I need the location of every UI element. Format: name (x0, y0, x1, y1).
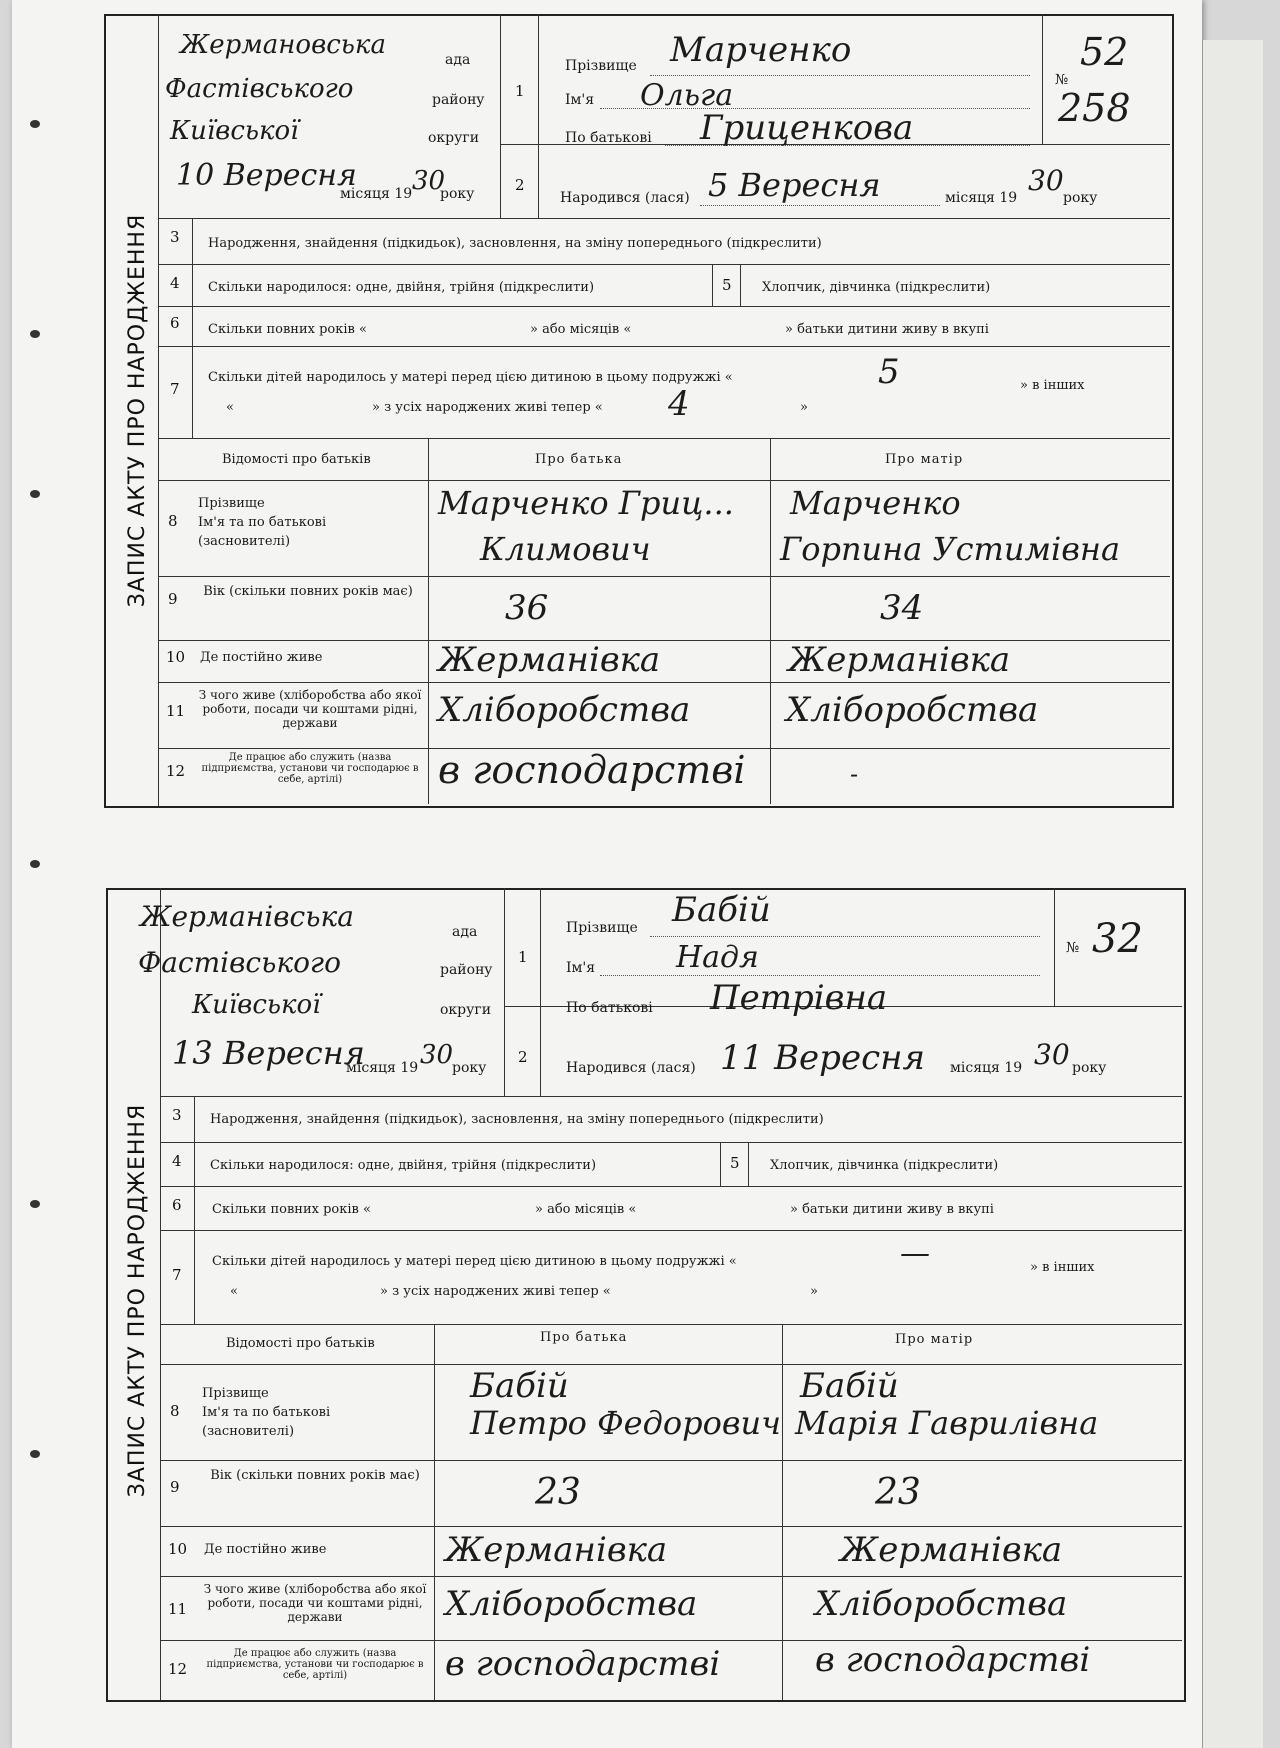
father-name-2: Петро Федорович (470, 1404, 782, 1442)
rada-value: Жерманівська (140, 900, 354, 933)
father-header: Про батька (540, 1330, 628, 1345)
row7-quote: « (230, 1284, 238, 1299)
reg-month-label: місяця 19 (346, 1060, 419, 1076)
reg-date-value: 10 Вересня (176, 158, 357, 193)
father-occupation: Хліборобства (438, 690, 691, 730)
mother-age: 23 (875, 1472, 921, 1513)
r10-label: Де постійно живе (204, 1542, 327, 1557)
row7-children-value: — (900, 1236, 930, 1271)
father-residence: Жерманівка (438, 640, 661, 680)
record-number-2: 258 (1058, 86, 1131, 130)
mother-age: 34 (880, 588, 924, 628)
r12-label: Де працює або служить (назва підприємства, установи чи господарює в себе, артілі) (206, 1648, 424, 1681)
born-year-value: 30 (1028, 164, 1064, 197)
mother-occupation: Хліборобства (786, 690, 1039, 730)
okrug-value: Київської (192, 990, 321, 1020)
born-label: Народився (лася) (560, 190, 690, 206)
patronymic-value: Петрівна (710, 978, 888, 1018)
born-year-value: 30 (1034, 1038, 1070, 1071)
r12-label: Де працює або служить (назва підприємства, установи чи господарює в себе, артілі) (201, 752, 419, 785)
side-title: ЗАПИС АКТУ ПРО НАРОДЖЕННЯ (125, 213, 151, 607)
rada-value: Жермановська (180, 30, 386, 60)
r9-label: Вік (скільки повних років має) (203, 584, 413, 599)
page-edge (1202, 40, 1263, 1748)
surname-value: Марченко (670, 30, 852, 70)
mother-name-2: Марія Гаврилівна (795, 1404, 1099, 1442)
mother-occupation: Хліборобства (815, 1584, 1068, 1624)
patronymic-value: Гриценкова (700, 108, 914, 148)
row7-alive-value: 4 (668, 384, 690, 424)
father-name-2: Климович (480, 530, 651, 568)
surname-label: Прізвище (565, 58, 637, 74)
okrug-label: округи (428, 130, 480, 146)
mother-work: в господарстві (815, 1640, 1091, 1680)
patronymic-label: По батькові (565, 130, 652, 146)
row7-alive: » з усіх народжених живі тепер « (380, 1284, 611, 1299)
r8-label: Прізвище Ім'я та по батькові (засновителі) (202, 1386, 331, 1439)
mother-name-1: Бабій (800, 1366, 899, 1406)
rayon-value: Фастівського (138, 946, 341, 979)
row5-text: Хлопчик, дівчинка (підкреслити) (762, 280, 991, 295)
mother-header: Про матір (895, 1332, 974, 1347)
mother-work: - (850, 760, 859, 788)
binding-hole (30, 1200, 40, 1208)
rayon-label: районy (440, 962, 493, 978)
binding-hole (30, 330, 40, 338)
reg-date-value: 13 Вересня (172, 1034, 365, 1072)
name-value: Ольга (640, 78, 734, 113)
born-month-label: місяця 19 (950, 1060, 1023, 1076)
row7-quote: « (226, 400, 234, 415)
father-work: в господарстві (438, 748, 746, 792)
row7-others: » в інших (1030, 1260, 1095, 1275)
okrug-label: округи (440, 1002, 492, 1018)
roku-label: року (440, 186, 475, 202)
r9-label: Вік (скільки повних років має) (210, 1468, 420, 1483)
row6-together: » батьки дитини живу в вкупі (785, 322, 989, 337)
parents-header: Відомості про батьків (226, 1336, 375, 1351)
record-number: 32 (1092, 916, 1143, 962)
record-number: 52 (1080, 30, 1129, 74)
binding-hole (30, 860, 40, 868)
mother-name-1: Марченко (790, 484, 961, 522)
born-roku-label: року (1063, 190, 1098, 206)
mother-residence: Жерманівка (840, 1530, 1063, 1570)
row7-children-value: 5 (878, 352, 900, 392)
rada-label: ада (452, 924, 478, 940)
father-name-1: Марченко Гриц... (438, 484, 734, 522)
surname-value: Бабій (672, 890, 771, 930)
mother-name-2: Горпина Устимівна (780, 530, 1121, 568)
row3-text: Народження, знайдення (підкидьок), засновлення, на зміну попереднього (підкреслити) (208, 236, 822, 251)
row7-alive: » з усіх народжених живі тепер « (372, 400, 603, 415)
row7-quote-end: » (800, 400, 808, 415)
row6-together: » батьки дитини живу в вкупі (790, 1202, 994, 1217)
father-name-1: Бабій (470, 1366, 569, 1406)
side-title: ЗАПИС АКТУ ПРО НАРОДЖЕННЯ (125, 1103, 151, 1497)
reg-month-label: місяця 19 (340, 186, 413, 202)
binding-hole (30, 490, 40, 498)
row7-before: Скільки дітей народилось у матері перед цією дитиною в цьому подружжі « (208, 370, 733, 385)
father-work: в господарстві (445, 1644, 721, 1684)
patronymic-label: По батькові (566, 1000, 653, 1016)
binding-hole (30, 120, 40, 128)
binding-hole (30, 1450, 40, 1458)
father-residence: Жерманівка (445, 1530, 668, 1570)
row6-years: Скільки повних років « (208, 322, 367, 337)
born-date-value: 5 Вересня (708, 166, 881, 204)
row4-text: Скільки народилося: одне, двійня, трійня (підкреслити) (210, 1158, 597, 1173)
father-age: 36 (505, 588, 549, 628)
rayon-value: Фастівського (165, 74, 354, 104)
r11-label: З чого живе (хліборобства або якої роботи, посади чи коштами рідні, держави (203, 1582, 427, 1624)
row6-years: Скільки повних років « (212, 1202, 371, 1217)
mother-residence: Жерманівка (788, 640, 1011, 680)
rada-label: ада (445, 52, 471, 68)
number-label: № (1066, 940, 1080, 956)
row7-quote-end: » (810, 1284, 818, 1299)
roku-label: року (452, 1060, 487, 1076)
row6-months: » або місяців « (535, 1202, 637, 1217)
r10-label: Де постійно живе (200, 650, 323, 665)
parents-header: Відомості про батьків (222, 452, 371, 467)
row3-text: Народження, знайдення (підкидьок), засновлення, на зміну попереднього (підкреслити) (210, 1112, 824, 1127)
row5-text: Хлопчик, дівчинка (підкреслити) (770, 1158, 999, 1173)
name-label: Ім'я (566, 960, 596, 976)
father-age: 23 (535, 1472, 581, 1513)
rayon-label: районy (432, 92, 485, 108)
row7-before: Скільки дітей народилось у матері перед цією дитиною в цьому подружжі « (212, 1254, 737, 1269)
surname-label: Прізвище (566, 920, 638, 936)
born-date-value: 11 Вересня (720, 1038, 926, 1078)
name-value: Надя (676, 940, 759, 975)
row6-months: » або місяців « (530, 322, 632, 337)
born-roku-label: року (1072, 1060, 1107, 1076)
number-label: № (1055, 72, 1069, 88)
okrug-value: Київської (170, 116, 299, 146)
r11-label: З чого живе (хліборобства або якої роботи, посади чи коштами рідні, держави (198, 688, 422, 730)
born-month-label: місяця 19 (945, 190, 1018, 206)
father-occupation: Хліборобства (445, 1584, 698, 1624)
mother-header: Про матір (885, 452, 964, 467)
row7-others: » в інших (1020, 378, 1085, 393)
born-label: Народився (лася) (566, 1060, 696, 1076)
row4-text: Скільки народилося: одне, двійня, трійня (підкреслити) (208, 280, 595, 295)
reg-year-value: 30 (412, 166, 446, 196)
reg-year-value: 30 (420, 1040, 454, 1070)
name-label: Ім'я (565, 92, 595, 108)
father-header: Про батька (535, 452, 623, 467)
r8-label: Прізвище Ім'я та по батькові (засновителі) (198, 496, 327, 549)
